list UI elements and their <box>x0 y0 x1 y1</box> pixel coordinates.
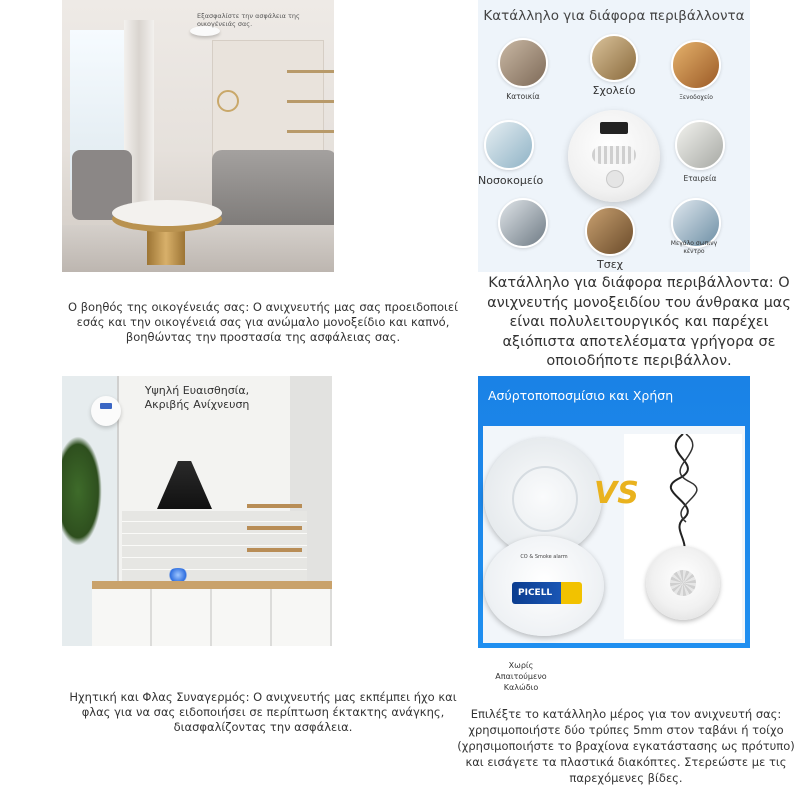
school-icon <box>590 34 638 82</box>
co-detector-icon <box>568 110 660 202</box>
cabinets <box>92 589 332 646</box>
warehouse-icon <box>498 198 548 248</box>
table-leg <box>147 220 185 265</box>
range-hood <box>157 461 212 509</box>
env-workshop: Τσεχ <box>582 206 638 271</box>
kitchen-photo <box>62 376 332 646</box>
hotel-icon <box>671 40 721 90</box>
env-mall: Μεγάλο σωπινγ κέντρο <box>668 198 724 256</box>
kitchen-shelf <box>247 548 302 552</box>
sofa <box>212 150 334 225</box>
caption-alarm: Ηχητική και Φλας Συναγερμός: Ο ανιχνευτής μας εκπέμπει ήχο και φλας για να σας ειδοποιήσει σε περίπτωση έκτακτης ανάγκης, διασφαλίζοντας την ασφάλεια. <box>69 690 457 734</box>
env-hospital: Νοσοκομείο <box>478 120 540 187</box>
gas-flame-icon <box>167 568 189 582</box>
wall-shelf <box>287 70 334 73</box>
coffee-table <box>112 200 222 226</box>
env-hotel: Ξενοδοχείο <box>668 40 724 101</box>
installation-panel <box>478 376 750 648</box>
env-office: Εταιρεία <box>672 120 728 183</box>
workshop-icon <box>585 206 635 256</box>
living-room-photo <box>62 0 334 272</box>
tile-backsplash <box>122 511 307 581</box>
wall-shelf <box>287 100 334 103</box>
environments-panel <box>478 0 750 272</box>
battery-icon: PICELL <box>512 582 582 604</box>
env-school: Σχολείο <box>586 34 642 97</box>
pendant-lamp <box>217 90 239 112</box>
kitchen-shelf <box>247 526 302 530</box>
wired-detector-icon <box>646 546 720 620</box>
rug <box>62 225 334 272</box>
environments-title: Κατάλληλο για διάφορα περιβάλλοντα <box>483 8 745 24</box>
overlay-text: Εξασφαλίστε την ασφάλεια της οικογένειάς σας. <box>197 12 300 28</box>
wall-detector-icon <box>91 396 121 426</box>
home-interior-icon <box>498 38 548 88</box>
plant <box>62 436 102 546</box>
caption-installation: Επιλέξτε το κατάλληλο μέρος για τον ανιχνευτή σας: χρησιμοποιήστε δύο τρύπες 5mm στον ταβάνι ή τοίχο (χρησιμοποιήστε το βραχίονα εγκατάστασης ως πρότυπο) και εισάγετε τα πλαστικά διακόπτες. Στερεώστε με τις παρεχόμενες βίδες. <box>457 707 795 785</box>
vs-label: VS <box>594 476 639 511</box>
installation-title: Ασύρτοποποσμίσιο και Χρήση <box>488 388 674 403</box>
speaker-grill-icon <box>592 146 636 164</box>
caption-family-assistant: Ο βοηθός της οικογένειάς σας: Ο ανιχνευτής μας σας προειδοποιεί εσάς και την οικογένειά σας για ανώμαλο μονοξείδιο και καπνό, βοηθώντας την προστασία της ασφάλειας σας. <box>67 300 459 344</box>
env-home: Κατοικία <box>496 38 550 101</box>
countertop <box>92 581 332 589</box>
device-header: CO & Smoke alarm <box>520 554 568 560</box>
cable-icon <box>648 434 718 554</box>
sensitivity-label: Υψηλή Ευαισθησία, Ακριβής Ανίχνευση <box>144 384 250 411</box>
kitchen-shelf <box>247 504 302 508</box>
env-warehouse <box>498 198 548 248</box>
wall-shelf <box>287 130 334 133</box>
hospital-icon <box>484 120 534 170</box>
no-wire-note: Χωρίς Απαιτούμενο Καλώδιο <box>495 661 547 692</box>
test-button-icon <box>606 170 624 188</box>
office-icon <box>675 120 725 170</box>
display-icon <box>600 122 628 134</box>
caption-environments: Κατάλληλο για διάφορα περιβάλλοντα: Ο ανιχνευτής μονοξειδίου του άνθρακα μας είναι πολυλειτουργικός και παρέχει αξιόπιστα αποτελέσματα γρήγορα σε οποιοδήποτε περιβάλλον. <box>487 275 791 369</box>
